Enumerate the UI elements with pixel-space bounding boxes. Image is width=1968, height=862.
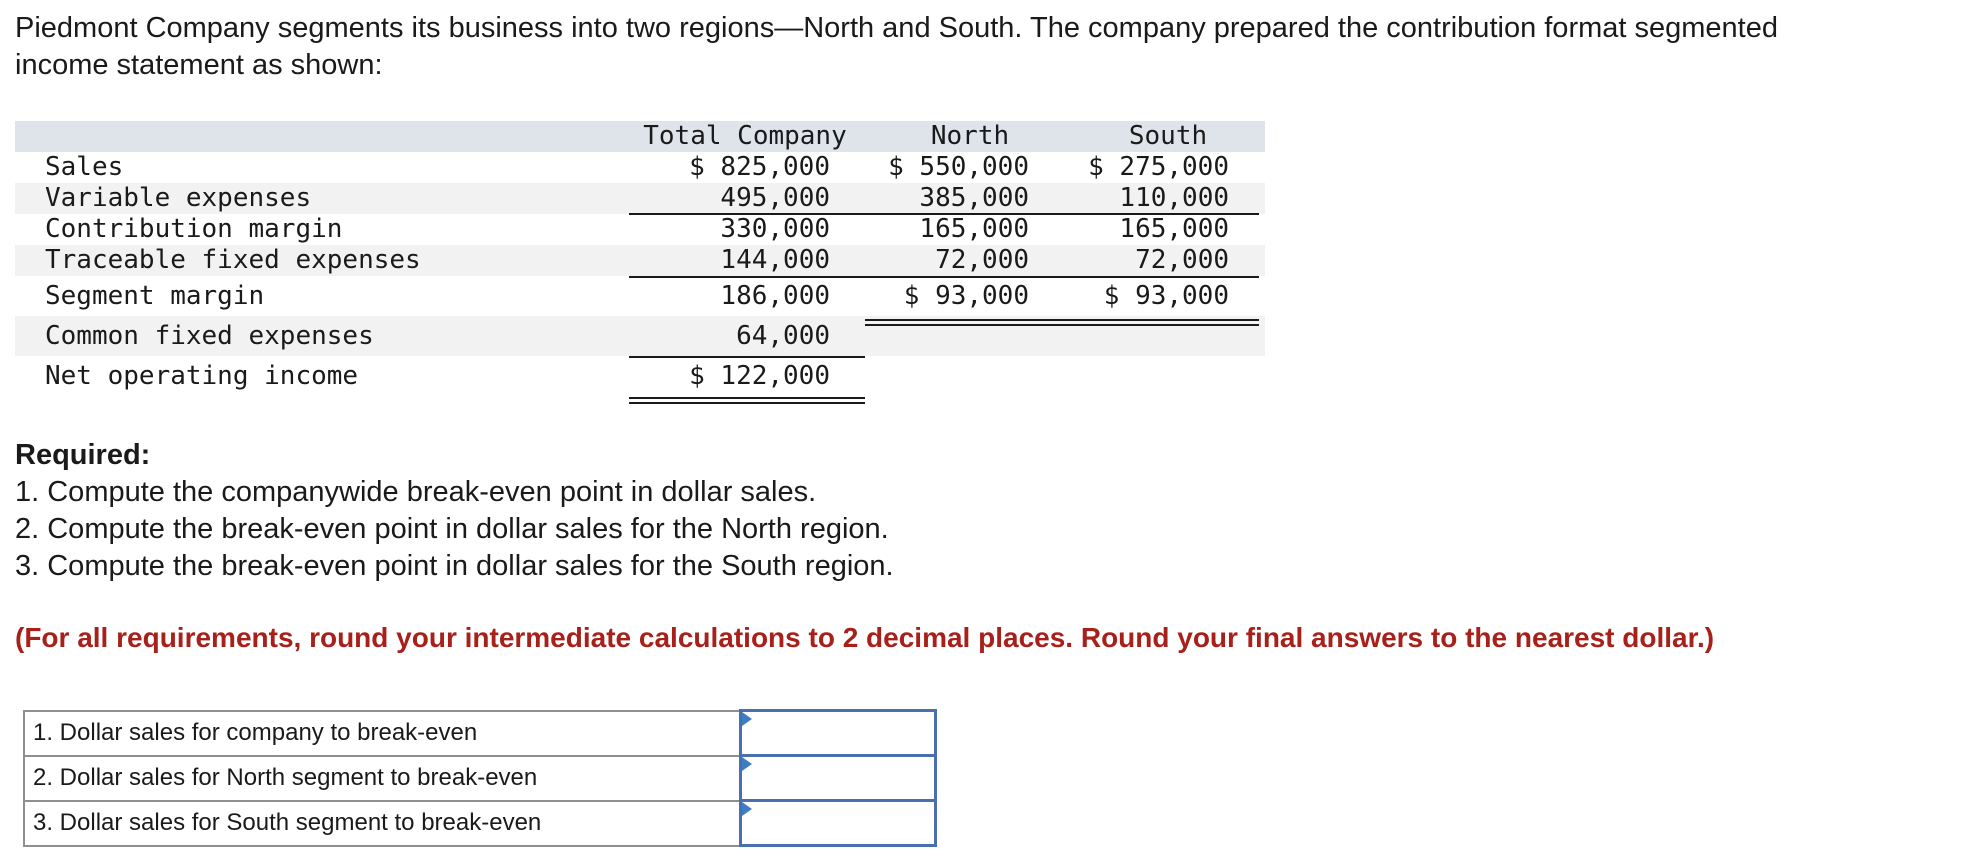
input-marker-icon [742, 757, 752, 771]
segmented-income-statement [15, 121, 1265, 396]
row-label: Segment margin [45, 281, 265, 311]
row-contribution-margin [15, 214, 1265, 245]
answer-cell [741, 756, 936, 801]
cell-south: 110,000 [1119, 183, 1229, 213]
cell-total: 330,000 [720, 214, 830, 244]
cell-north: $ 93,000 [903, 281, 1029, 311]
row-label: Contribution margin [45, 214, 343, 244]
row-label: Net operating income [45, 361, 359, 391]
input-marker-icon [742, 802, 752, 816]
row-net-operating-income [15, 356, 1265, 396]
cell-north: 385,000 [919, 183, 1029, 213]
row-variable-expenses [15, 183, 1265, 214]
answer-label: 1. Dollar sales for company to break-even [24, 711, 741, 756]
row-segment-margin [15, 276, 1265, 316]
column-header-north: North [930, 121, 1010, 151]
cell-total: $ 122,000 [689, 361, 830, 391]
underline-traceable-fixed [629, 276, 1259, 278]
underline-common-fixed [629, 356, 865, 358]
row-label: Variable expenses [45, 183, 312, 213]
cell-south: $ 275,000 [1088, 152, 1229, 182]
row-label: Traceable fixed expenses [45, 245, 421, 275]
answer-cell [741, 801, 936, 846]
cell-total: 144,000 [720, 245, 830, 275]
answer-label: 3. Dollar sales for South segment to break-even [24, 801, 741, 846]
cell-total: 64,000 [736, 321, 830, 351]
cell-north: $ 550,000 [888, 152, 1029, 182]
double-underline-net-operating-income [629, 397, 865, 404]
cell-south: 72,000 [1135, 245, 1229, 275]
row-label: Sales [45, 152, 124, 182]
answer-table [23, 709, 937, 847]
answer-cell [741, 711, 936, 756]
cell-north: 72,000 [935, 245, 1029, 275]
answer-label: 2. Dollar sales for North segment to break-even [24, 756, 741, 801]
cell-total: 186,000 [720, 281, 830, 311]
double-underline-segment-margin [865, 319, 1259, 326]
row-sales [15, 152, 1265, 183]
rounding-note: (For all requirements, round your intermediate calculations to 2 decimal places. Round your final answers to the nearest dollar.) [15, 622, 1715, 653]
row-label: Common fixed expenses [45, 321, 374, 351]
company-break-even-input[interactable] [742, 713, 934, 753]
answer-row [24, 801, 936, 846]
answer-row [24, 756, 936, 801]
requirement-item: 1. Compute the companywide break-even point in dollar sales. [15, 476, 817, 508]
north-break-even-input[interactable] [742, 758, 934, 798]
requirement-item: 3. Compute the break-even point in dollar sales for the South region. [15, 550, 894, 582]
cell-south: $ 93,000 [1103, 281, 1229, 311]
input-marker-icon [742, 712, 752, 726]
problem-intro: Piedmont Company segments its business into two regions—North and South. The company prepared the contribution format segmented income statement as shown: [15, 12, 1778, 81]
required-section [15, 437, 894, 585]
cell-south: 165,000 [1119, 214, 1229, 244]
underline-variable-expenses [629, 213, 1259, 215]
south-break-even-input[interactable] [742, 803, 934, 843]
answer-row [24, 711, 936, 756]
column-header-total: Total Company [643, 121, 847, 151]
required-heading: Required: [15, 439, 151, 471]
row-traceable-fixed-expenses [15, 245, 1265, 276]
cell-total: 495,000 [720, 183, 830, 213]
requirement-item: 2. Compute the break-even point in dollar sales for the North region. [15, 513, 889, 545]
cell-north: 165,000 [919, 214, 1029, 244]
statement-header-row [15, 121, 1265, 152]
column-header-south: South [1128, 121, 1208, 151]
cell-total: $ 825,000 [689, 152, 830, 182]
